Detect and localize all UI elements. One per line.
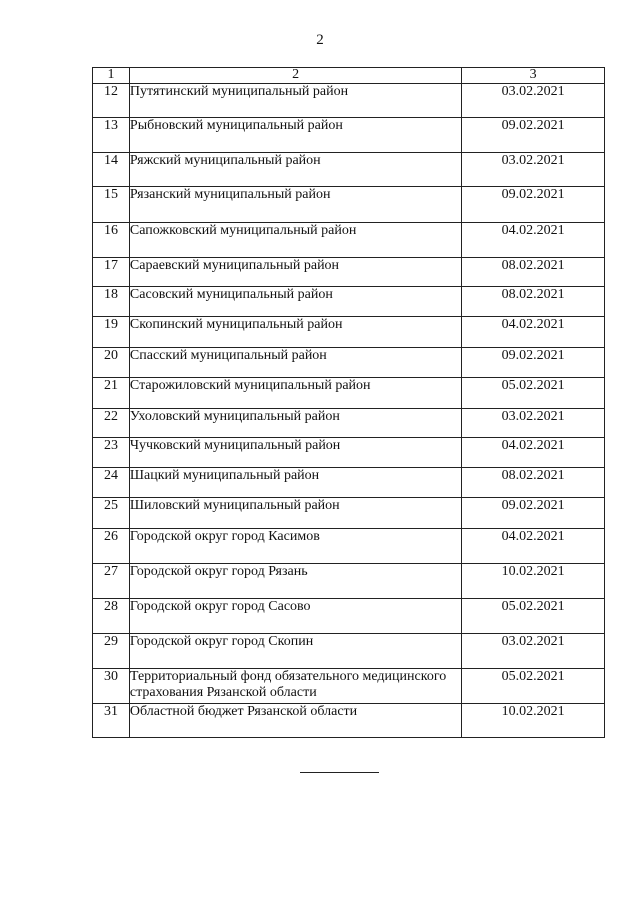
row-number: 31 (93, 704, 130, 738)
table-row (93, 468, 605, 498)
row-date: 08.02.2021 (462, 287, 605, 317)
table-row (93, 704, 605, 738)
row-number: 26 (93, 529, 130, 564)
row-number: 30 (93, 669, 130, 704)
row-date: 03.02.2021 (462, 634, 605, 669)
row-date: 09.02.2021 (462, 498, 605, 529)
row-date: 10.02.2021 (462, 564, 605, 599)
row-name: Шиловский муниципальный район (129, 498, 461, 529)
table-row (93, 153, 605, 187)
row-number: 24 (93, 468, 130, 498)
table-row (93, 634, 605, 669)
table-row (93, 118, 605, 153)
row-number: 21 (93, 378, 130, 409)
row-number: 28 (93, 599, 130, 634)
table-row (93, 287, 605, 317)
row-name: Сараевский муниципальный район (129, 258, 461, 287)
row-number: 16 (93, 223, 130, 258)
row-number: 23 (93, 438, 130, 468)
row-name: Городской округ город Сасово (129, 599, 461, 634)
table-row (93, 84, 605, 118)
row-date: 04.02.2021 (462, 438, 605, 468)
row-number: 15 (93, 187, 130, 223)
row-date: 03.02.2021 (462, 84, 605, 118)
row-date: 03.02.2021 (462, 153, 605, 187)
row-date: 08.02.2021 (462, 258, 605, 287)
row-name: Старожиловский муниципальный район (129, 378, 461, 409)
row-number: 22 (93, 409, 130, 438)
row-date: 05.02.2021 (462, 669, 605, 704)
page-number: 2 (316, 32, 324, 48)
table-row (93, 348, 605, 378)
row-name: Спасский муниципальный район (129, 348, 461, 378)
row-name: Сапожковский муниципальный район (129, 223, 461, 258)
row-name: Рыбновский муниципальный район (129, 118, 461, 153)
column-header-1: 1 (93, 68, 130, 84)
row-number: 18 (93, 287, 130, 317)
row-number: 25 (93, 498, 130, 529)
row-number: 13 (93, 118, 130, 153)
row-date: 05.02.2021 (462, 378, 605, 409)
row-name: Рязанский муниципальный район (129, 187, 461, 223)
table-row (93, 223, 605, 258)
table-row (93, 378, 605, 409)
row-number: 14 (93, 153, 130, 187)
row-name: Территориальный фонд обязательного медицинского страхования Рязанской области (129, 669, 461, 704)
row-number: 29 (93, 634, 130, 669)
row-date: 09.02.2021 (462, 348, 605, 378)
row-name: Сасовский муниципальный район (129, 287, 461, 317)
schedule-table (92, 67, 605, 738)
row-name: Городской округ город Рязань (129, 564, 461, 599)
table-row (93, 564, 605, 599)
row-name: Путятинский муниципальный район (129, 84, 461, 118)
row-name: Скопинский муниципальный район (129, 317, 461, 348)
row-date: 09.02.2021 (462, 118, 605, 153)
table-row (93, 317, 605, 348)
row-name: Чучковский муниципальный район (129, 438, 461, 468)
row-number: 20 (93, 348, 130, 378)
table-header-row (93, 68, 605, 84)
column-header-3: 3 (462, 68, 605, 84)
row-date: 08.02.2021 (462, 468, 605, 498)
table-row (93, 498, 605, 529)
column-header-2: 2 (129, 68, 461, 84)
row-date: 10.02.2021 (462, 704, 605, 738)
row-date: 05.02.2021 (462, 599, 605, 634)
row-date: 04.02.2021 (462, 317, 605, 348)
row-number: 19 (93, 317, 130, 348)
row-date: 04.02.2021 (462, 223, 605, 258)
row-date: 03.02.2021 (462, 409, 605, 438)
row-name: Шацкий муниципальный район (129, 468, 461, 498)
row-name: Городской округ город Касимов (129, 529, 461, 564)
table-row (93, 409, 605, 438)
row-name: Ряжский муниципальный район (129, 153, 461, 187)
row-number: 17 (93, 258, 130, 287)
row-date: 04.02.2021 (462, 529, 605, 564)
table-row (93, 669, 605, 704)
row-name: Городской округ город Скопин (129, 634, 461, 669)
table-row (93, 438, 605, 468)
row-number: 27 (93, 564, 130, 599)
row-number: 12 (93, 84, 130, 118)
table-row (93, 187, 605, 223)
row-name: Областной бюджет Рязанской области (129, 704, 461, 738)
table-row (93, 529, 605, 564)
table-row (93, 258, 605, 287)
row-date: 09.02.2021 (462, 187, 605, 223)
table-row (93, 599, 605, 634)
row-name: Ухоловский муниципальный район (129, 409, 461, 438)
end-of-document-line (300, 772, 379, 773)
